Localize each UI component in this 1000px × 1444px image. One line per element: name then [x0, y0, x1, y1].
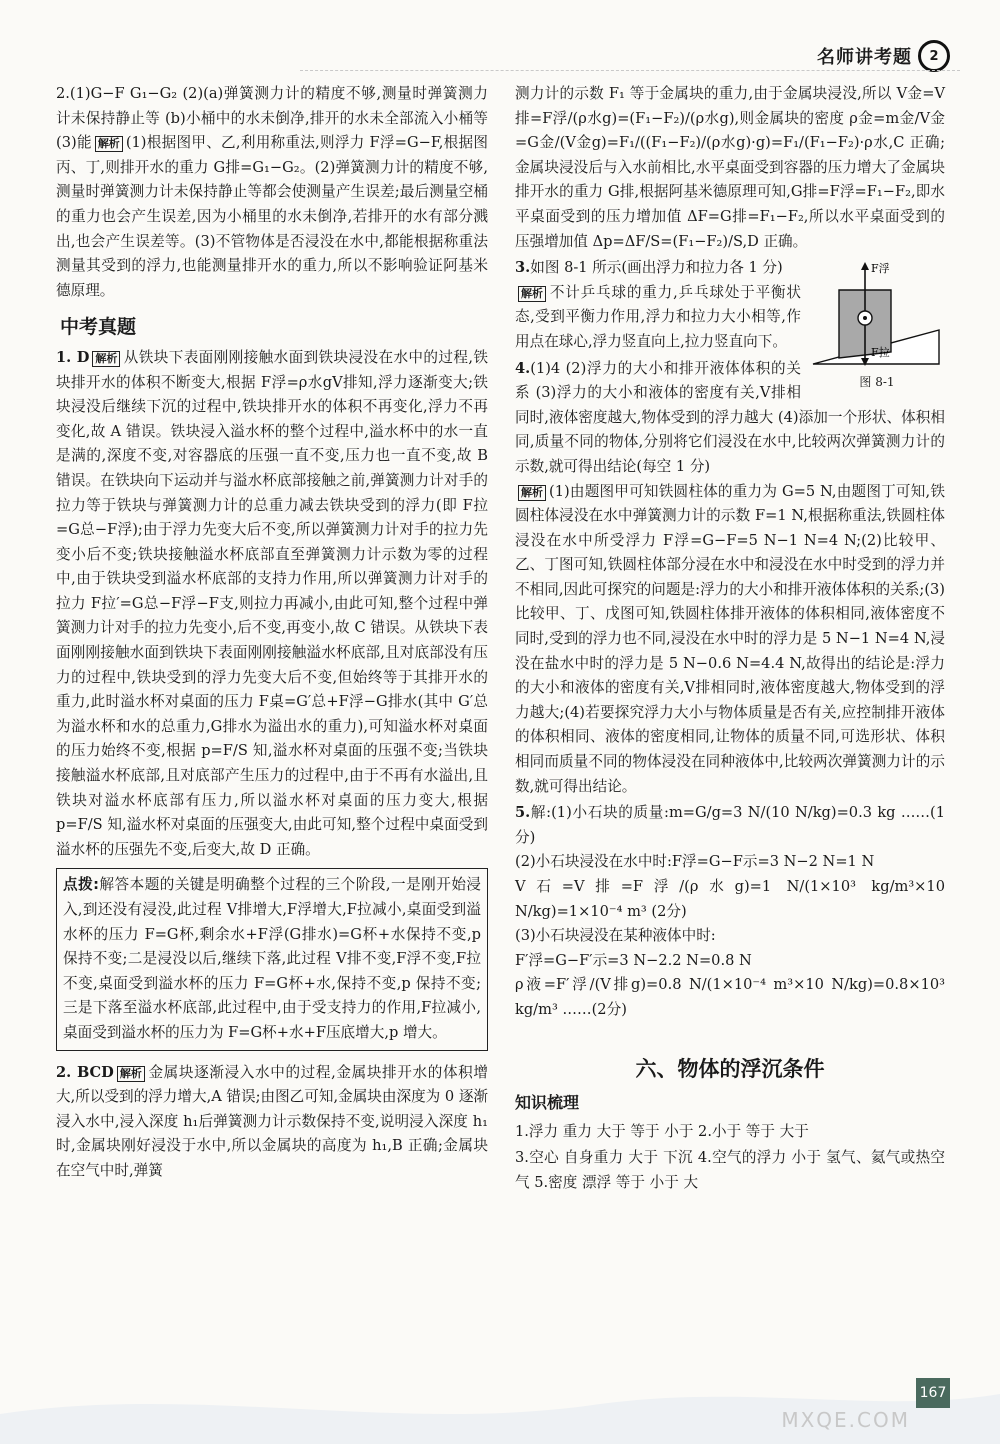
exam-q1-analysis: 从铁块下表面刚刚接触水面到铁块浸没在水中的过程,铁块排开水的体积不断变大,根据 F浮=ρ水gV排知,浮力逐渐变大;铁块浸没后继续下沉的过程中,铁块排开水的体积不再变化,浮力不再变化,故 A 错误。铁块浸入溢水杯的整个过程中,溢水杯中的水一直是满的,深度不变,对容器底的压强一直不变,压力也一直不变,故 B 错误。在铁块向下运动并与溢水杯底部接触之前,弹簧测力计对手的拉力等于铁块与弹簧测力计的总重力减去铁块受到的浮力(即 F拉=G总−F浮);由于浮力先变大后不变,所以弹簧测力计对手的拉力先变小后不变;铁块接触溢水杯底部直至弹簧测力计示数为零的过程中,由于铁块受到溢水杯底部的支持力作用,所以弹簧测力计对手的拉力 F拉′=G总−F浮−F支,则拉力再减小,由此可知,整个过程中弹簧测力计对手的拉力先变小,后不变,再变小,故 C 错误。从铁块下表面刚刚接触水面到铁块下表面刚刚接触溢水杯底部,且对底部没有压力的过程中,铁块受到的浮力先变大后不变,但始终等于其排开水的重力,此时溢水杯对桌面的压力 F桌=G′总+F浮−G排水(其中 G′总为溢水杯和水的总重力,G排水为溢出水的重力),可知溢水杯对桌面的压力始终不变,根据 p=F/S 知,溢水杯对桌面的压强不变;当铁块接触溢水杯底部,且对底部产生压力的过程中,由于不再有水溢出,且铁块对溢水杯底部有压力,所以溢水杯对桌面的压力变大,根据 p=F/S 知,溢水杯对桌面的压强变大,由此可知,整个过程中桌面受到溢水杯的压强先不变,后变大,故 D 正确。	[56, 348, 488, 858]
analysis-tag: 解析	[518, 286, 546, 302]
figure-caption: 图 8-1	[859, 375, 895, 390]
brand-title: 名师讲考题	[817, 47, 912, 68]
exam-q1-head: 1. D	[56, 348, 90, 366]
exam-q3-analysis: 不计乒乓球的重力,乒乓球处于平衡状态,受到平衡力作用,浮力和拉力大小相等,作用点在球心,浮力竖直向上,拉力竖直向下。	[515, 283, 801, 350]
q5-line-5: F′浮=G−F′示=3 N−2.2 N=0.8 N	[515, 951, 752, 969]
buoyancy-diagram	[809, 260, 945, 370]
q5-line-2: (2)小石块浸没在水中时:F浮=G−F示=3 N−2 N=1 N	[515, 853, 875, 871]
knowledge-line-2: 3.空心 自身重力 大于 下沉 4.空气的浮力 小于 氢气、氦气或热空气 5.密度 漂浮 等于 小于 大	[515, 1149, 945, 1191]
brand-logo-icon: 2	[918, 40, 950, 72]
page-header	[817, 40, 950, 72]
header-rule	[300, 70, 960, 71]
figure-8-1	[809, 260, 945, 395]
exam-q5-head: 5.	[515, 804, 531, 822]
section-title: 中考真题	[60, 316, 137, 339]
right-column	[515, 82, 945, 1198]
exam-q5	[515, 801, 945, 1022]
exam-q4	[515, 357, 945, 800]
knowledge-title: 知识梳理	[515, 1093, 580, 1113]
q5-mass: 解:(1)小石块的质量:m=G/g=3 N/(10 N/kg)=0.3 kg ……(1分)	[515, 804, 945, 846]
q2-answer	[56, 82, 488, 303]
exam-q3-text: 如图 8-1 所示(画出浮力和拉力各 1 分)	[530, 259, 783, 277]
tip-label: 点拨:	[63, 876, 99, 894]
label-buoyancy: F浮	[871, 262, 890, 276]
exam-q4-text: (1)4 (2)浮力的大小和排开液体体积的关系 (3)浮力的大小和液体的密度有关,V排相同时,液体密度越大,物体受到的浮力越大 (4)添加一个形状、体积相同,质量不同的物体,分别将它们浸没在水中,比较两次弹簧测力计的示数,就可得出结论(每空 1 分)	[515, 359, 945, 475]
watermark: MXQE.COM	[781, 1408, 910, 1432]
tip-body: 解答本题的关键是明确整个过程的三个阶段,一是刚开始浸入,到还没有浸没,此过程 V排增大,F浮增大,F拉减小,桌面受到溢水杯的压力 F=G杯,剩余水+F浮(G排水)=G杯+水保持不变,p 保持不变;二是浸没以后,继续下落,此过程 V排不变,F浮不变,F拉不变,桌面受到溢水杯的压力 F=G杯+水,保持不变,p 保持不变;三是下落至溢水杯底部,此过程中,由于受支持力的作用,F拉减小,桌面受到溢水杯的压力为 F=G杯+水+F压底增大,p 增大。	[63, 876, 481, 1041]
analysis-tag: 解析	[117, 1066, 145, 1082]
page-number: 167	[916, 1378, 950, 1408]
analysis-tag: 解析	[518, 485, 546, 501]
label-tension: F拉	[871, 346, 890, 360]
exam-q3-head: 3.	[515, 259, 531, 277]
q5-line-4: (3)小石块浸没在某种液体中时:	[515, 927, 716, 945]
analysis-tag: 解析	[95, 136, 123, 152]
exam-q4-analysis: (1)由题图甲可知铁圆柱体的重力为 G=5 N,由题图丁可知,铁圆柱体浸没在水中弹簧测力计的示数 F=1 N,根据称重法,铁圆柱体浸没在水中所受浮力 F浮=G−F=5 N−1 N=4 N;(2)比较甲、乙、丁图可知,铁圆柱体部分浸在水中和浸没在水中时受到的浮力并不相同,因此可探究的问题是:浮力的大小和排开液体体积的关系;(3)比较甲、丁、戊图可知,铁圆柱体排开液体的体积相同,液体密度不同时,受到的浮力也不同,浸没在水中时的浮力是 5 N−1 N=4 N,浸没在盐水中时的浮力是 5 N−0.6 N=4.4 N,故得出的结论是:浮力的大小和液体的密度有关,V排相同时,液体密度越大,物体受到的浮力越大;(4)若要探究浮力大小与物体质量是否有关,应控制排开液体的体积相同、液体的密度相同,让物体的质量不同,可选形状、体积相同而质量不同的物体浸没在同种液体中,比较两次弹簧测力计的示数,就可得出结论。	[515, 482, 945, 795]
exam-q1	[56, 346, 488, 862]
exam-q2-analysis: 金属块逐渐浸入水中的过程,金属块排开水的体积增大,所以受到的浮力增大,A 错误;由图乙可知,金属块由深度为 0 逐渐浸入水中,浸入深度 h₁后弹簧测力计示数保持不变,说明浸入深度 h₁时,金属块刚好浸没于水中,所以金属块的高度为 h₁,B 正确;金属块在空气中时,弹簧	[56, 1063, 489, 1179]
exam-q2	[56, 1061, 488, 1184]
left-column	[56, 82, 488, 1186]
exam-q2-continued: 测力计的示数 F₁ 等于金属块的重力,由于金属块浸没,所以 V金=V排=F浮/(ρ水g)=(F₁−F₂)/(ρ水g),则金属块的密度 ρ金=m金/V金=G金/(V金g)=F₁/((F₁−F₂)/(ρ水g)·g)=F₁/(F₁−F₂)·ρ水,C 正确;金属块浸没后与入水前相比,水平桌面受到容器的压力增大了金属块排开水的重力 G排,根据阿基米德原理可知,G排=F浮=F₁−F₂,即水平桌面受到的压力增加值 ΔF=G排=F₁−F₂,所以水平桌面受到的压强增加值 Δp=ΔF/S=(F₁−F₂)/S,D 正确。	[515, 85, 945, 250]
exam-q4-head: 4.	[515, 359, 531, 377]
analysis-tag: 解析	[92, 351, 120, 367]
q5-line-6: ρ液=F′浮/(V排g)=0.8 N/(1×10⁻⁴ m³×10 N/kg)=0.8×10³ kg/m³ ……(2分)	[515, 976, 945, 1018]
q5-line-3: V石=V排=F浮/(ρ水g)=1 N/(1×10³ kg/m³×10 N/kg)=1×10⁻⁴ m³ (2分)	[515, 878, 945, 920]
q5-line-1	[515, 801, 945, 850]
chapter-title: 六、物体的浮沉条件	[635, 1056, 825, 1081]
exam-q2-head: 2. BCD	[56, 1063, 114, 1081]
q2-intro: 2.(1)G−F G₁−G₂ (2)(a)弹簧测力计的精度不够,测量时弹簧测力计未保持静止等 (b)小桶中的水未倒净,排开的水未全部流入小桶等 (3)能	[56, 85, 488, 152]
knowledge-line-1: 1.浮力 重力 大于 等于 小于 2.小于 等于 大于	[515, 1122, 809, 1140]
tip-box	[56, 868, 488, 1050]
q2-analysis: (1)根据图甲、乙,利用称重法,则浮力 F浮=G−F,根据图丙、丁,则排开水的重力 G排=G₁−G₂。(2)弹簧测力计的精度不够,测量时弹簧测力计未保持静止等都会使测量产生误差;最后测量空桶的重力也会产生误差,因为小桶里的水未倒净,若排开的水有部分溅出,也会产生误差等。(3)不管物体是否浸没在水中,都能根据称重法测量其受到的浮力,也能测量排开水的重力,所以不影响验证阿基米德原理。	[56, 134, 488, 299]
